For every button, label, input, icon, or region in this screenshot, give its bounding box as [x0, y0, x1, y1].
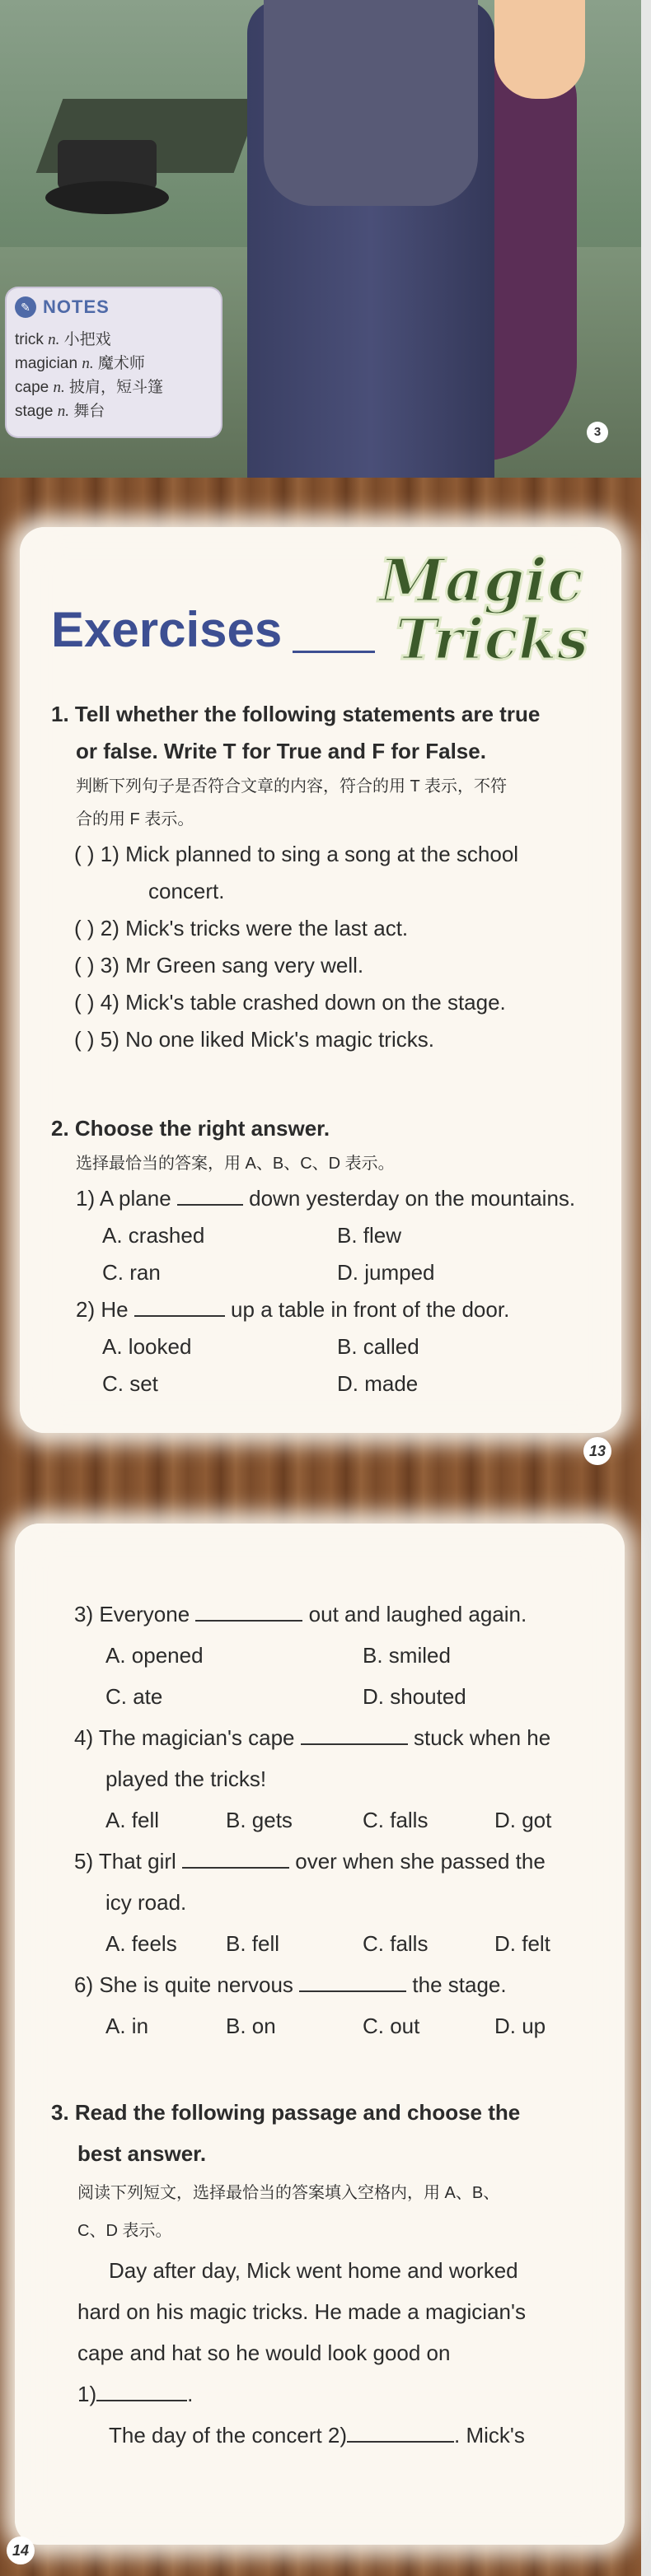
page-number: 13	[583, 1437, 611, 1465]
question: 6) She is quite nervous the stage.	[74, 1972, 507, 1997]
list-item: ( ) 4) Mick's table crashed down on the stage.	[74, 990, 506, 1015]
top-hat-brim	[45, 181, 169, 214]
exercise-2-continued	[51, 1594, 620, 2046]
passage-line: Day after day, Mick went home and worked	[109, 2258, 518, 2283]
answer-blank	[195, 1620, 302, 1622]
options: A. opened B. smiled	[105, 1643, 451, 1668]
answer-blank	[347, 2441, 454, 2443]
answer-blank	[96, 2400, 187, 2401]
exercise-1-title: 1. Tell whether the following statements are true	[51, 702, 541, 726]
notes-list	[15, 328, 163, 423]
story-illustration	[0, 0, 641, 478]
exercise-1-instruction: 判断下列句子是否符合文章的内容，符合的用 T 表示，不符	[76, 777, 507, 796]
pin-icon: ✎	[15, 296, 36, 318]
exercise-3	[51, 2092, 628, 2456]
question: 3) Everyone out and laughed again.	[74, 1602, 527, 1626]
list-item: ( ) 2) Mick's tricks were the last act.	[74, 916, 409, 940]
options: C. ate D. shouted	[105, 1684, 466, 1709]
logo-line-1: Magic	[379, 545, 583, 615]
notes-header	[15, 296, 110, 318]
options: A. feels B. fell C. falls D. felt	[105, 1931, 550, 1956]
question: 2) He up a table in front of the door.	[76, 1297, 510, 1322]
list-item: ( ) 3) Mr Green sang very well.	[74, 953, 364, 978]
list-item: concert.	[148, 879, 225, 903]
answer-blank	[182, 1867, 289, 1869]
passage-line: The day of the concert 2) . Mick's	[109, 2423, 525, 2448]
magician-arm	[494, 0, 585, 99]
answer-blank	[177, 1204, 243, 1206]
page-number: 14	[7, 2536, 35, 2564]
magician-sweater	[264, 0, 478, 206]
passage-line: 1) .	[77, 2382, 194, 2406]
question: 1) A plane down yesterday on the mountains.	[76, 1186, 576, 1211]
question-line-2: icy road.	[105, 1890, 187, 1915]
exercise-3-instruction: 阅读下列短文，选择最恰当的答案填入空格内，用 A、B、	[77, 2184, 500, 2202]
options: A. looked B. called	[102, 1334, 419, 1359]
options: C. set D. made	[102, 1371, 419, 1396]
answer-blank	[301, 1743, 408, 1745]
list-item: magician n. 魔术师	[15, 355, 145, 372]
exercise-3-instruction-2: C、D 表示。	[77, 2222, 172, 2240]
notes-title: NOTES	[43, 296, 110, 317]
passage-line: hard on his magic tricks. He made a magician's	[77, 2299, 526, 2324]
options: A. crashed B. flew	[102, 1223, 402, 1248]
options: C. ran D. jumped	[102, 1260, 435, 1285]
exercise-3-title-2: best answer.	[77, 2141, 207, 2166]
page-number: 3	[587, 422, 608, 443]
exercise-1-instruction-2: 合的用 F 表示。	[76, 810, 194, 828]
passage-line: cape and hat so he would look good on	[77, 2340, 451, 2365]
question: 4) The magician's cape stuck when he	[74, 1725, 551, 1750]
notes-box	[7, 288, 221, 436]
list-item: ( ) 5) No one liked Mick's magic tricks.	[74, 1027, 434, 1052]
exercise-1	[51, 696, 620, 1058]
exercise-1-title-2: or false. Write T for True and F for False.	[76, 739, 486, 763]
page-title: Exercises	[51, 602, 283, 657]
list-item: cape n. 披肩，短斗篷	[15, 379, 164, 396]
options: A. in B. on C. out D. up	[105, 2014, 546, 2038]
logo-line-2: Tricks	[396, 607, 589, 673]
question-line-2: played the tricks!	[105, 1766, 267, 1791]
options: A. fell B. gets C. falls D. got	[105, 1808, 552, 1832]
exercise-2-title: 2. Choose the right answer.	[51, 1116, 330, 1141]
answer-blank	[299, 1990, 406, 1992]
magic-tricks-logo	[363, 535, 635, 675]
exercise-2	[51, 1110, 620, 1402]
list-item: ( ) 1) Mick planned to sing a song at the school	[74, 842, 519, 866]
list-item: stage n. 舞台	[15, 403, 105, 420]
exercise-3-title: 3. Read the following passage and choose the	[51, 2100, 521, 2125]
question: 5) That girl over when she passed the	[74, 1849, 546, 1874]
answer-blank	[134, 1315, 225, 1317]
exercise-2-instruction: 选择最恰当的答案，用 A、B、C、D 表示。	[76, 1155, 395, 1173]
list-item: trick n. 小把戏	[15, 331, 111, 348]
page-gutter	[641, 0, 651, 2576]
